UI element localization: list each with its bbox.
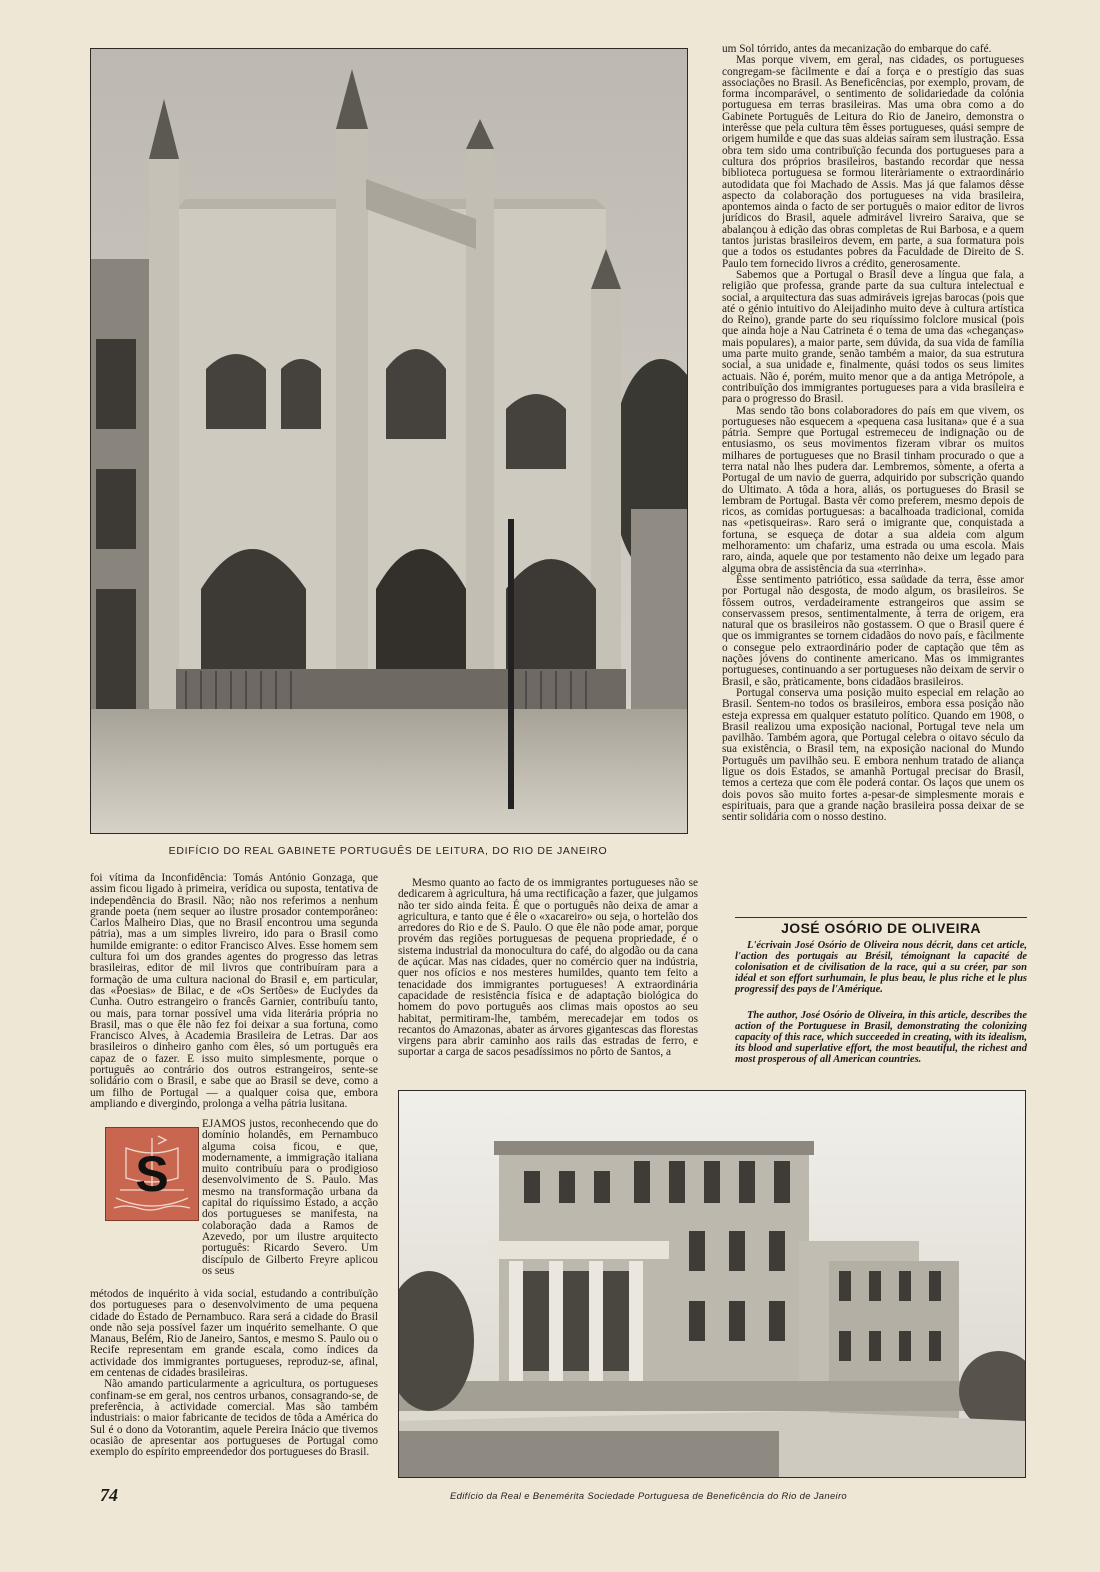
paragraph: métodos de inquérito à vida social, estudando a contribuïção dos portugueses para o desenvolvimento de uma pequena cidade do Estado de Pernambuco. Rara será a cidade do Brasil onde não seja possível fazer um inquérito semelhante. O que Manaus, Belém, Rio de Janeiro, Santos, e mesmo S. Paulo ou o Recife representam em grande escala, como índices da actividade dos immigrantes portugueses, reproduz-se, afinal, em centenas de cidades brasileiras. (90, 1289, 378, 1380)
paragraph: Êsse sentimento patriótico, essa saüdade da terra, êsse amor por Portugal não desgosta, de modo algum, os brasileiros. Se fôssem outros, verdadeiramente estrangeiros que assim se conservassem presos, sentimentalmente, à terra de origem, era natural que os brasileiros não gostassem. O que o Brasil quere é que os immigrantes se tornem cidadãos do novo país, e fàcilmente o consegue pelo extraordinário poder de captação que têm as nações jóvens do continente americano. Mas os immigrantes portugueses, continuando a ser portugueses não deixam de servir o Brasil, e são, pràticamente, bons cidadãos brasileiros. (722, 573, 1024, 688)
gabinete-photo (90, 48, 688, 834)
paragraph: Mas sendo tão bons colaboradores do país em que vivem, os portugueses não esquecem a «pequena casa lusitana» que é a sua pátria. Sempre que Portugal estremeceu de indignação ou de entusiasmo, os seus movimentos fizeram vibrar os muitos milhares de portugueses que no Brasil tinham procurado o que a terra natal não lhes pudera dar. Lembremos, sòmente, a oferta a Portugal de um navio de guerra, adquirido por subscrição quando do Ultimato. A tôda a hora, aliás, os portugueses do Brasil se lembram de Portugal. Basta vêr como preferem, mesmo depois de ricos, as comidas portuguesas: a bacalhoada tradicional, comida nas «petisqueiras». Raro será o imigrante que, conquistada a fortuna, se esqueça de dotar a sua aldeia com algum melhoramento: um chafariz, uma estrada ou uma escola. Mais raro, ainda, aquele que por testamento não deixe um legado para alguma obra de assistência da sua «terrinha». (722, 404, 1024, 575)
article-column-left-bottom (90, 1289, 378, 1467)
paragraph: Mesmo quanto ao facto de os immigrantes portugueses não se dedicarem à agricultura, há uma rectificação a fazer, que julgamos não ter sido ainda feita. É que o português não deixa de amar a agricultura, e tanto que é êle o «xacareiro» ou seja, o hortelão dos arredores do Rio e de S. Paulo. O que êle não pode amar, porque provém das regiões portuguesas de pequena propriedade, é o sistema industrial da monocultura do café, do algodão ou da cana de açúcar. Mas nas cidades, quer no comércio quer na indústria, quer nos ofícios e nos mesteres humildes, quanto tem feito a tenacidade dos immigrantes portugueses! A extraordinária capacidade de resistência física e de adaptação biológica do homem do povo português aos climas mais opostos ao seu habitat, permitiram-lhe, também, merecadejar em todos os recantos do Amazonas, abater as árvores gigantescas das florestas virgens para abrir caminho aos rails das estradas de ferro, e suportar a carga de sacos pesadíssimos no pôrto de Santos, a (398, 878, 698, 1059)
paragraph: Mas porque vivem, em geral, nas cidades, os portugueses congregam-se fàcilmente e daí a força e o prestígio das suas associações no Brasil. As Beneficências, por exemplo, provam, de forma incomparável, o sentimento de solidariedade da colónia portuguesa em terras brasileiras. Mas uma obra como a do Gabinete Português de Leitura do Rio de Janeiro, demonstra o interêsse que pela cultura têm êsses portugueses, quási sempre de origem humilde e que das suas aldeias saíram sem ilustração. Essa obra tem sido uma contribuïção fecunda dos portugueses para a cultura dos próprios brasileiros, bastando recordar que nessa biblioteca portuguesa se formou literàriamente o extraordinário autodidata que foi Machado de Assis. Mas já que falamos dêsse aspecto da colaboração dos portugueses na vida brasileira, apontemos ainda o facto de ser português o maior editor de livros jurídicos do Brasil, aquele admirável livreiro Saraiva, que se abalançou à edição das obras completas de Rui Barbosa, e a quem tantos juristas brasileiros devem, em parte, a sua formatura pois que a todos os estudantes pobres da Faculdade de Direito de S. Paulo tem fornecido livros a crédito, generosamente. (722, 54, 1024, 270)
summary-paragraph: The author, José Osório de Oliveira, in this article, describes the action of the Portuguese in Brasil, demonstrating the colonizing capacity of this race, which succeeded in creating, with its idealism, its blood and superlative effort, the most beautiful, the richest and most prosperous of all American countries. (735, 1010, 1027, 1065)
paragraph: Não amando particularmente a agricultura, os portugueses confinam-se em geral, nos centros urbanos, consagrando-se, de preferência, à actividade comercial. Mas são também industriais: o maior fabricante de tecidos de tôda a América do Sul é o dono da Votorantim, aquele Pereira Inácio que tivemos ocasião de apresentar aos portugueses de Portugal como exemplo do espírito empreendedor dos portugueses do Brasil. (90, 1378, 378, 1459)
paragraph: um Sol tórrido, antes da mecanização do embarque do café. (722, 44, 992, 55)
top-photo-caption: EDIFÍCIO DO REAL GABINETE PORTUGUÊS DE LEITURA, DO RIO DE JANEIRO (168, 845, 608, 857)
article-column-left (90, 873, 378, 1118)
paragraph: EJAMOS justos, reconhecendo que do domínio holandês, em Pernambuco alguma coisa ficou, e que, modernamente, a immigração italiana muito contribuíu para o prodigioso desenvolvimento de S. Paulo. Mas mesmo na transformação urbana da capital do riquíssimo Estado, a acção dos portugueses se manifesta, na colaboração dada a Ramos de Azevedo, por um ilustre arquitecto português: Ricardo Severo. Um discípulo de Gilberto Freyre aplicou os seus (202, 1119, 378, 1277)
author-name: JOSÉ OSÓRIO DE OLIVEIRA (735, 917, 1027, 936)
summary-french (735, 940, 1027, 995)
drop-cap-text (202, 1119, 378, 1287)
summary-english (735, 1010, 1027, 1065)
paragraph: foi vítima da Inconfidência: Tomás António Gonzaga, que assim ficou ligado à primeira, verídica ou suposta, tentativa de independência do Brasil. Não; não nos referimos a nenhum grande poeta (nem sequer ao ilustre prosador contemporâneo: Carlos Malheiro Dias, que no Brasil encontrou uma segunda pátria), mas a um simples livreiro, ido para o Brasil como humilde emigrante: o editor Francisco Alves. Esse homem sem cultura foi um dos grandes agentes do progresso das letras brasileiras, editor de mil livros que contribuíram para a formação de uma cultura nacional do Brasil e, em particular, das «Poesias» de Bilac, e de «Os Sertões» de Euclydes da Cunha. Outro estrangeiro o francês Garnier, contribuíu tanto, ou mais, para tornar possível uma vida literária própria no Brasil, mas o que êle não fez foi deixar a sua fortuna, como Francisco Alves, à Academia Brasileira de Letras. Dar aos brasileiros o dinheiro ganho com êles, só um português era capaz de o fazer. E isso muito simplesmente, porque o português ao contrário dos outros estrangeiros, sente-se solidário com o Brasil, e sabe que ao Brasil se deve, como a um filho de Portugal — a qualquer coisa que, embora ampliando e divergindo, prolonga a velha pátria lusitana. (90, 873, 378, 1110)
bottom-photo-caption: Edifício da Real e Benemérita Sociedade Portuguesa de Beneficência do Rio de Janeiro (450, 1491, 847, 1502)
drop-cap-letter: S (135, 1146, 169, 1202)
article-column-middle (398, 878, 698, 1083)
article-column-right (722, 44, 1024, 914)
paragraph: Sabemos que a Portugal o Brasil deve a língua que fala, a religião que professa, grande parte da sua cultura intelectual e social, a arquitectura das suas admiráveis igrejas barocas (pois que até o génio intuitivo do Aleijadinho muito deve à cultura artística do Reino), grande parte do seu riquíssimo folclore musical (pois que ainda hoje a Nau Catrineta é o tema de uma das «cheganças» mais populares), a maior parte, sem dúvida, da sua vida de família uma parte muito grande, senão também a maior, da sua estrutura social, a sua unidade e, finalmente, quási todos os seus limites actuais. Não é, porém, muito menor que a da antiga Metrópole, a contribuïção dos immigrantes portugueses para a vida brasileira e para o progresso do Brasil. (722, 268, 1024, 406)
beneficencia-photo (398, 1090, 1026, 1478)
summary-paragraph: L'écrivain José Osório de Oliveira nous décrit, dans cet article, l'action des portugais au Brésil, témoignant la capacité de colonisation et de civilisation de la race, qui a su créer, par son idéal et son effort surhumain, le plus beau, le plus riche et le plus progressif des pays de l'Amérique. (735, 940, 1027, 995)
page-number: 74 (100, 1485, 118, 1505)
drop-cap-ornament (105, 1127, 199, 1221)
paragraph: Portugal conserva uma posição muito especial em relação ao Brasil. Sentem-no todos os brasileiros, embora essa posição não esteja expressa em qualquer estatuto político. Quando em 1908, o Brasil realizou uma exposição nacional, Portugal teve nela um pavilhão. Também agora, que Portugal celebra o oitavo século da sua existência, o Brasil tem, na exposição nacional do Mundo Português um pavilhão seu. E embora nenhum tratado de aliança ligue os dois Estados, se amanhã Portugal precisar do Brasil, temos a certeza que com êle poderá contar. Os laços que unem os dois povos são muito fortes a-pesar-de simplesmente morais e espirituais, para que a grande nação brasileira possa deixar de se sentir solidária com o nosso destino. (722, 686, 1024, 824)
